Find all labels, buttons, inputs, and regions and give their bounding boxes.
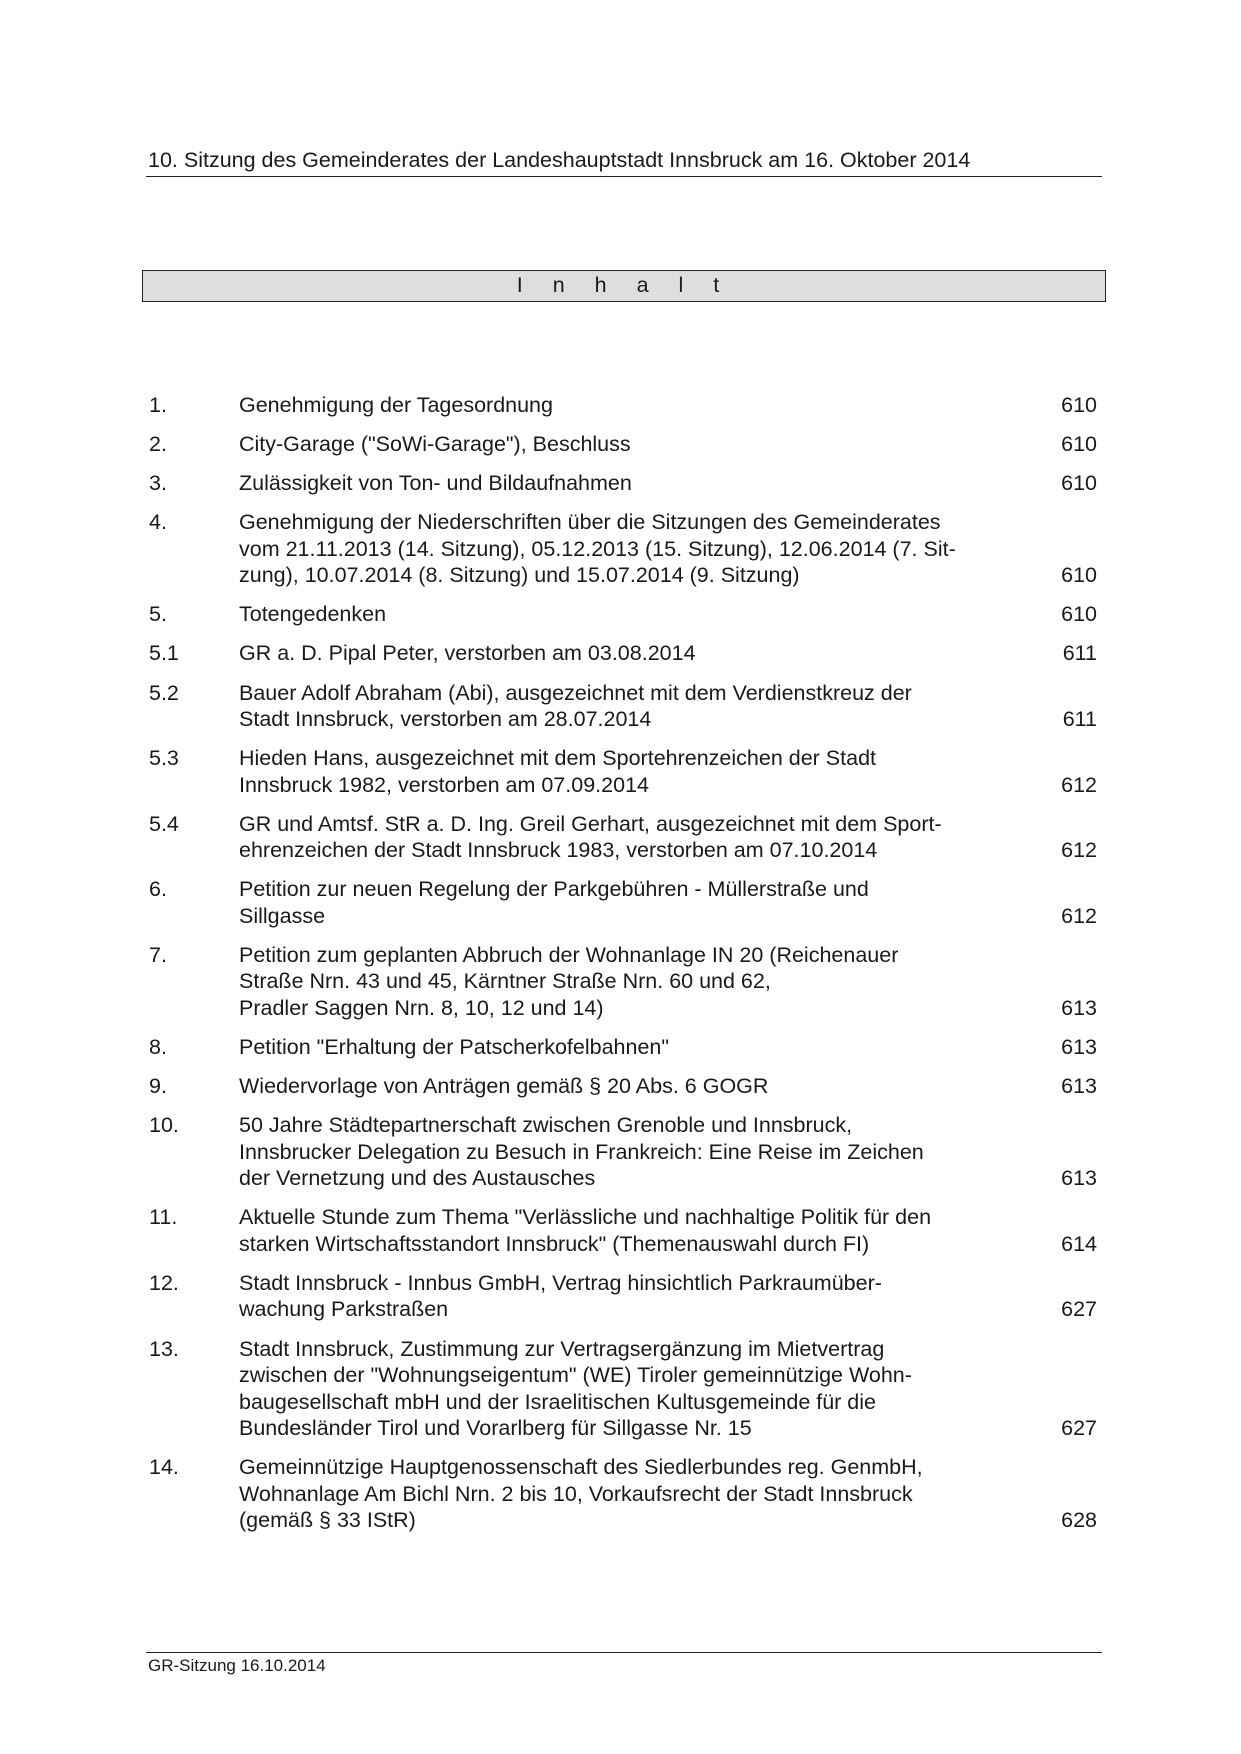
toc-entry-number: 3. bbox=[149, 471, 167, 496]
toc-entry-title bbox=[239, 745, 1007, 798]
toc-entry-title-line: 50 Jahre Städtepartnerschaft zwischen Grenoble und Innsbruck, bbox=[239, 1113, 853, 1138]
toc-entry-number: 12. bbox=[149, 1270, 179, 1295]
toc-entry-page: 627 bbox=[1061, 1416, 1097, 1440]
toc-entry bbox=[149, 745, 1099, 798]
toc-entry-page: 612 bbox=[1061, 838, 1097, 863]
toc-entry-title bbox=[239, 1336, 1007, 1442]
toc-entry-title bbox=[239, 1270, 1007, 1323]
toc-entry-title-line: Petition zur neuen Regelung der Parkgebühren - Müllerstraße und bbox=[239, 877, 869, 902]
toc-entry-page: 613 bbox=[1061, 1035, 1097, 1060]
toc-entry-page: 628 bbox=[1061, 1508, 1097, 1533]
toc-entry-title-line: zwischen der "Wohnungseigentum" (WE) Tiroler gemeinnützige Wohn- bbox=[239, 1363, 912, 1387]
toc-entry bbox=[149, 1454, 1099, 1534]
toc-entry-number: 5.1 bbox=[149, 641, 179, 666]
toc-entry bbox=[149, 431, 1099, 458]
toc-entry-number: 5.4 bbox=[149, 811, 179, 836]
toc-entry bbox=[149, 1112, 1099, 1192]
toc-entry-title-line: Genehmigung der Tagesordnung bbox=[239, 393, 553, 417]
toc-entry bbox=[149, 470, 1099, 497]
toc-entry-title-line: City-Garage ("SoWi-Garage"), Beschluss bbox=[239, 432, 631, 457]
toc-entry-title-line: Innsbrucker Delegation zu Besuch in Frankreich: Eine Reise im Zeichen bbox=[239, 1139, 924, 1164]
toc-entry-title-line: Straße Nrn. 43 und 45, Kärntner Straße Nrn. 60 und 62, bbox=[239, 969, 771, 994]
toc-entry-title-line: zung), 10.07.2014 (8. Sitzung) und 15.07.2014 (9. Sitzung) bbox=[239, 563, 800, 588]
toc-entry-page: 610 bbox=[1061, 602, 1097, 627]
toc-entry-title-line: starken Wirtschaftsstandort Innsbruck" (Themenauswahl durch FI) bbox=[239, 1231, 870, 1256]
toc-entry-title bbox=[239, 431, 1007, 458]
toc-entry-number: 9. bbox=[149, 1074, 167, 1099]
toc-entry-title-line: Innsbruck 1982, verstorben am 07.09.2014 bbox=[239, 772, 649, 797]
toc-entry-title-line: Bauer Adolf Abraham (Abi), ausgezeichnet mit dem Verdienstkreuz der bbox=[239, 680, 912, 705]
toc-entry-title bbox=[239, 1073, 1007, 1100]
toc-entry-number: 5.2 bbox=[149, 680, 179, 705]
toc-entry-title bbox=[239, 1034, 1007, 1061]
toc-entry-title bbox=[239, 601, 1007, 628]
toc-entry-title-line: Totengedenken bbox=[239, 602, 387, 627]
toc-entry-title-line: Aktuelle Stunde zum Thema "Verlässliche und nachhaltige Politik für den bbox=[239, 1205, 932, 1230]
toc-entry bbox=[149, 1270, 1099, 1323]
toc-entry-title-line: Zulässigkeit von Ton- und Bildaufnahmen bbox=[239, 471, 632, 496]
contents-heading: I n h a l t bbox=[516, 273, 732, 297]
toc-entry bbox=[149, 392, 1099, 419]
toc-entry-page: 612 bbox=[1061, 772, 1097, 797]
toc-entry-title bbox=[239, 811, 1007, 864]
toc-entry bbox=[149, 509, 1099, 589]
toc-entry bbox=[149, 601, 1099, 628]
contents-heading-box bbox=[142, 270, 1106, 302]
toc-entry-page: 613 bbox=[1061, 995, 1097, 1020]
header-title: 10. Sitzung des Gemeinderates der Landeshauptstadt Innsbruck am 16. Oktober 2014 bbox=[148, 148, 971, 172]
toc-entry-number: 5. bbox=[149, 602, 167, 627]
toc-entry-title-line: Bundesländer Tirol und Vorarlberg für Sillgasse Nr. 15 bbox=[239, 1416, 752, 1440]
toc-entry-title-line: (gemäß § 33 IStR) bbox=[239, 1508, 416, 1533]
toc-entry-page: 610 bbox=[1061, 563, 1097, 588]
toc-entry-title bbox=[239, 876, 1007, 929]
toc-entry bbox=[149, 942, 1099, 1022]
toc-entry-page: 614 bbox=[1061, 1231, 1097, 1256]
toc-entry-title-line: wachung Parkstraßen bbox=[239, 1297, 449, 1322]
toc-entry-title bbox=[239, 1454, 1007, 1534]
toc-entry-page: 611 bbox=[1062, 641, 1097, 666]
toc-entry-title-line: Genehmigung der Niederschriften über die Sitzungen des Gemeinderates bbox=[239, 510, 941, 535]
toc-entry-number: 1. bbox=[149, 393, 167, 417]
toc-entry bbox=[149, 640, 1099, 667]
toc-entry-page: 610 bbox=[1061, 432, 1097, 457]
toc-entry-number: 2. bbox=[149, 432, 167, 457]
toc-entry-title-line: GR und Amtsf. StR a. D. Ing. Greil Gerhart, ausgezeichnet mit dem Sport- bbox=[239, 811, 942, 836]
toc-entry-number: 8. bbox=[149, 1035, 167, 1060]
toc-entry-number: 7. bbox=[149, 942, 167, 967]
toc-entry-title-line: Wiedervorlage von Anträgen gemäß § 20 Abs. 6 GOGR bbox=[239, 1074, 769, 1099]
toc-entry-title bbox=[239, 1112, 1007, 1192]
toc-entry-title-line: der Vernetzung und des Austausches bbox=[239, 1166, 596, 1191]
toc-entry bbox=[149, 1336, 1099, 1442]
toc-entry-title-line: Gemeinnützige Hauptgenossenschaft des Siedlerbundes reg. GenmbH, bbox=[239, 1455, 923, 1480]
toc-entry-title-line: Stadt Innsbruck, Zustimmung zur Vertragsergänzung im Mietvertrag bbox=[239, 1336, 885, 1361]
toc-entry-title-line: ehrenzeichen der Stadt Innsbruck 1983, verstorben am 07.10.2014 bbox=[239, 838, 878, 863]
toc-entry-title-line: Wohnanlage Am Bichl Nrn. 2 bis 10, Vorkaufsrecht der Stadt Innsbruck bbox=[239, 1481, 913, 1506]
toc-entry-title bbox=[239, 509, 1007, 589]
table-of-contents bbox=[149, 392, 1099, 1546]
toc-entry-page: 610 bbox=[1061, 393, 1097, 417]
toc-entry bbox=[149, 811, 1099, 864]
toc-entry-number: 11. bbox=[149, 1205, 178, 1230]
toc-entry-title bbox=[239, 942, 1007, 1022]
toc-entry-title-line: Stadt Innsbruck, verstorben am 28.07.2014 bbox=[239, 707, 652, 732]
toc-entry bbox=[149, 680, 1099, 733]
toc-entry bbox=[149, 1204, 1099, 1257]
toc-entry-page: 610 bbox=[1061, 471, 1097, 496]
toc-entry-title bbox=[239, 1204, 1007, 1257]
toc-entry-page: 612 bbox=[1061, 903, 1097, 928]
toc-entry bbox=[149, 1034, 1099, 1061]
toc-entry-page: 613 bbox=[1061, 1166, 1097, 1191]
toc-entry-page: 613 bbox=[1061, 1074, 1097, 1099]
toc-entry-title-line: Sillgasse bbox=[239, 903, 326, 928]
toc-entry-title-line: vom 21.11.2013 (14. Sitzung), 05.12.2013 (15. Sitzung), 12.06.2014 (7. Sit- bbox=[239, 536, 956, 561]
toc-entry-title-line: Petition zum geplanten Abbruch der Wohnanlage IN 20 (Reichenauer bbox=[239, 942, 899, 967]
page-footer bbox=[146, 1652, 1102, 1678]
toc-entry-title-line: GR a. D. Pipal Peter, verstorben am 03.08.2014 bbox=[239, 641, 696, 666]
toc-entry bbox=[149, 876, 1099, 929]
toc-entry-title-line: baugesellschaft mbH und der Israelitischen Kultusgemeinde für die bbox=[239, 1389, 877, 1414]
page-header bbox=[146, 146, 1102, 177]
toc-entry bbox=[149, 1073, 1099, 1100]
toc-entry-number: 10. bbox=[149, 1113, 179, 1138]
toc-entry-title bbox=[239, 392, 1007, 419]
toc-entry-title-line: Pradler Saggen Nrn. 8, 10, 12 und 14) bbox=[239, 995, 604, 1020]
toc-entry-number: 6. bbox=[149, 877, 167, 902]
toc-entry-number: 13. bbox=[149, 1336, 179, 1361]
toc-entry-page: 627 bbox=[1061, 1297, 1097, 1322]
footer-text: GR-Sitzung 16.10.2014 bbox=[148, 1656, 326, 1675]
toc-entry-title bbox=[239, 680, 1007, 733]
toc-entry-title bbox=[239, 640, 1007, 667]
toc-entry-number: 5.3 bbox=[149, 746, 179, 771]
toc-entry-title bbox=[239, 470, 1007, 497]
toc-entry-page: 611 bbox=[1062, 707, 1097, 732]
toc-entry-number: 14. bbox=[149, 1455, 179, 1480]
toc-entry-title-line: Stadt Innsbruck - Innbus GmbH, Vertrag hinsichtlich Parkraumüber- bbox=[239, 1270, 882, 1295]
toc-entry-title-line: Petition "Erhaltung der Patscherkofelbahnen" bbox=[239, 1035, 670, 1060]
toc-entry-number: 4. bbox=[149, 510, 167, 535]
toc-entry-title-line: Hieden Hans, ausgezeichnet mit dem Sportehrenzeichen der Stadt bbox=[239, 746, 877, 771]
